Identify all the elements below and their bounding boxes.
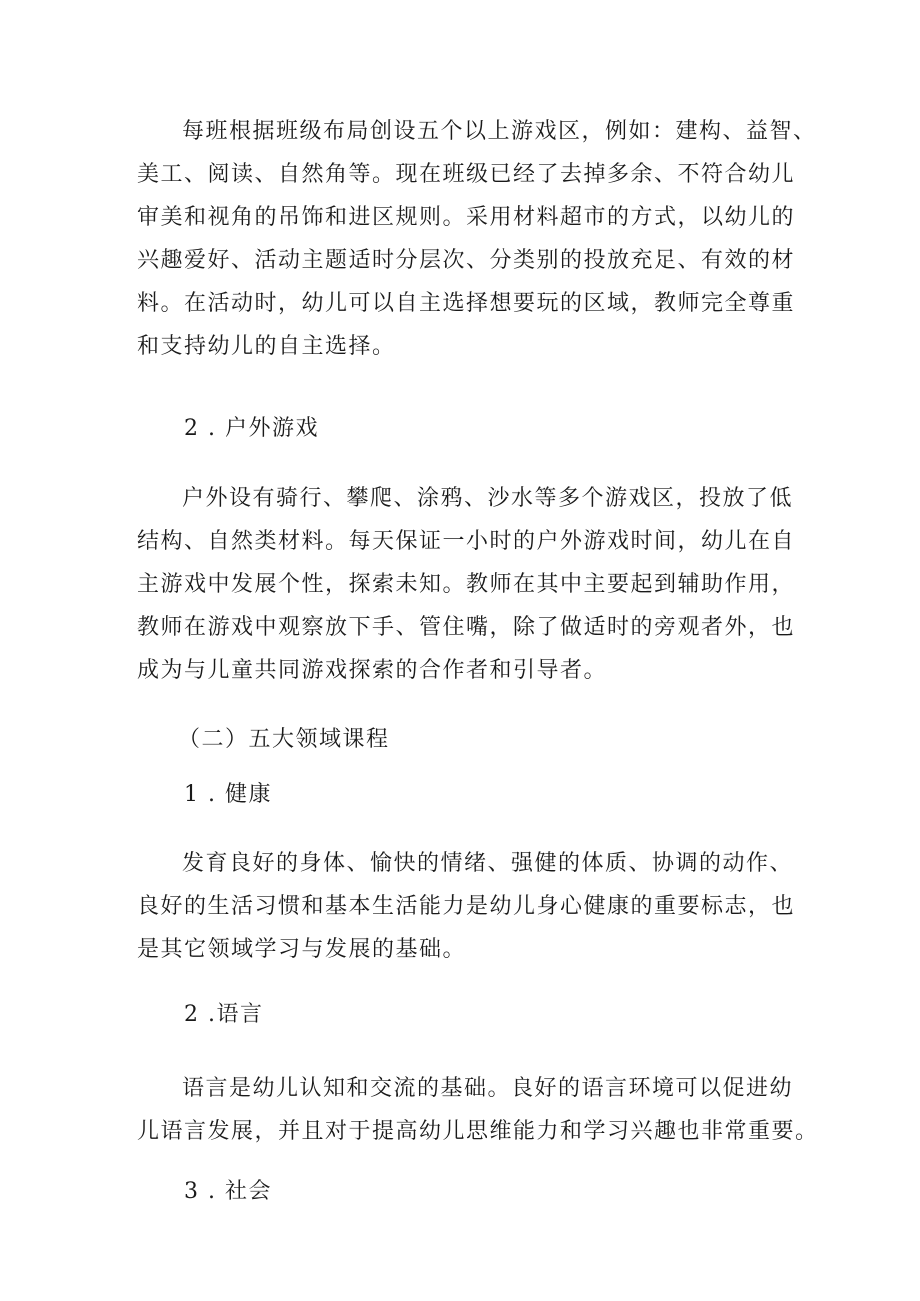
- text-line: 良好的生活习惯和基本生活能力是幼儿身心健康的重要标志，也: [137, 894, 796, 919]
- text-line: 儿语言发展，并且对于提高幼儿思维能力和学习兴趣也非常重要。: [137, 1119, 819, 1144]
- text-line: 主游戏中发展个性，探索未知。教师在其中主要起到辅助作用，: [137, 572, 796, 597]
- text-line: 结构、自然类材料。每天保证一小时的户外游戏时间，幼儿在自: [137, 529, 796, 554]
- text-line: 每班根据班级布局创设五个以上游戏区，例如：建构、益智、: [182, 119, 817, 144]
- text-line: 审美和视角的吊饰和进区规则。采用材料超市的方式，以幼儿的: [137, 205, 796, 230]
- text-line: 和支持幼儿的自主选择。: [137, 334, 396, 359]
- paragraph-outdoor: [137, 477, 797, 692]
- text-line: 教师在游戏中观察放下手、管住嘴，除了做适时的旁观者外，也: [137, 615, 796, 640]
- text-line: 发育良好的身体、愉快的情绪、强健的体质、协调的动作、: [182, 851, 794, 876]
- paragraph-language: [137, 1067, 819, 1153]
- text-line: 料。在活动时，幼儿可以自主选择想要玩的区域，教师完全尊重: [137, 291, 796, 316]
- paragraph-health: [137, 842, 797, 971]
- text-line: 是其它领域学习与发展的基础。: [137, 937, 467, 962]
- text-line: 成为与儿童共同游戏探索的合作者和引导者。: [137, 658, 608, 683]
- heading-five-domains: （二）五大领域课程: [178, 727, 390, 752]
- heading-language: 2 .语言: [184, 1002, 264, 1027]
- text-line: 兴趣爱好、活动主题适时分层次、分类别的投放充足、有效的材: [137, 248, 796, 273]
- paragraph-play-areas: [137, 110, 817, 368]
- heading-health: 1 . 健康: [184, 782, 272, 807]
- text-line: 美工、阅读、自然角等。现在班级已经了去掉多余、不符合幼儿: [137, 162, 796, 187]
- heading-outdoor-games: 2 . 户外游戏: [184, 416, 319, 441]
- heading-society: 3 . 社会: [184, 1179, 272, 1204]
- text-line: 语言是幼儿认知和交流的基础。良好的语言环境可以促进幼: [182, 1076, 794, 1101]
- text-line: 户外设有骑行、攀爬、涂鸦、沙水等多个游戏区，投放了低: [182, 486, 794, 511]
